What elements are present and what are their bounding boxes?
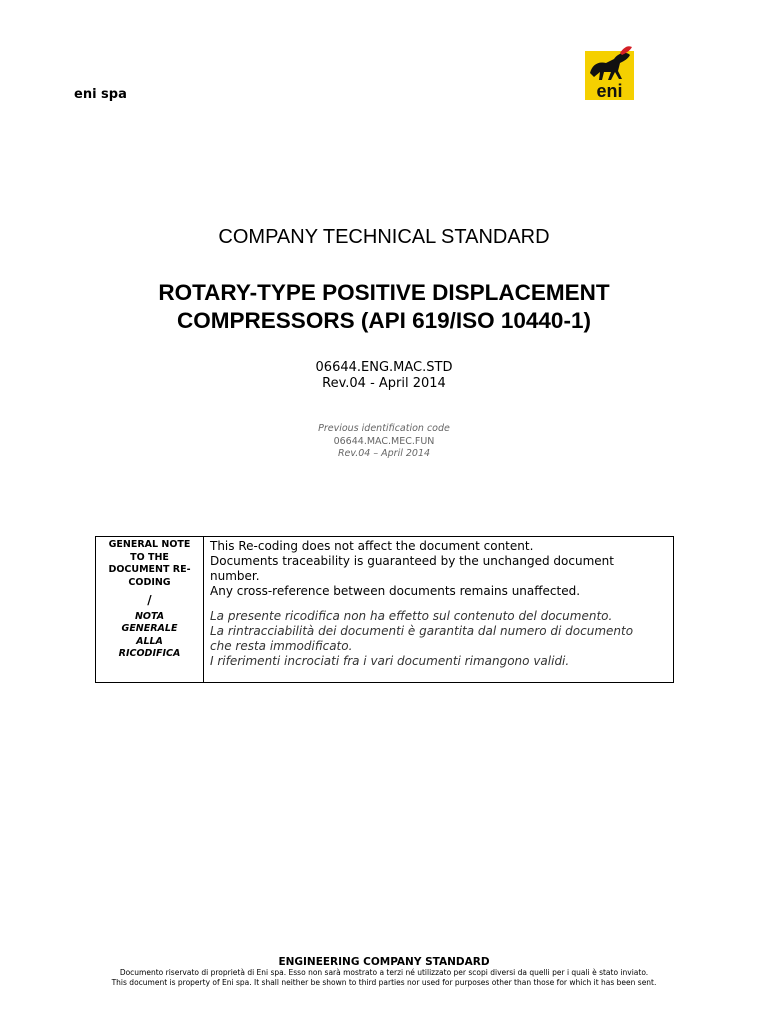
- note-italian-line: I riferimenti incrociati fra i vari documenti rimangono validi.: [210, 654, 570, 668]
- note-label-line-it: GENERALE: [121, 623, 178, 634]
- footer-confidentiality-en: This document is property of Eni spa. It shall neither be shown to third parties nor used for purposes other than those for which it has been sent.: [111, 978, 657, 987]
- note-italian-line: che resta immodificato.: [210, 639, 353, 653]
- note-label-line: GENERAL NOTE: [108, 539, 191, 550]
- title-line: COMPRESSORS (API 619/ISO 10440-1): [177, 308, 591, 333]
- note-english-line: This Re-coding does not affect the document content.: [210, 539, 534, 553]
- document-code: 06644.ENG.MAC.STD: [315, 360, 453, 375]
- document-code-block: [0, 360, 768, 392]
- footer-confidentiality-it: Documento riservato di proprietà di Eni spa. Esso non sarà mostrato a terzi né utilizzato per scopi diversi da quelli per i quali è stato inviato.: [119, 968, 649, 977]
- note-label-line-it: NOTA: [134, 610, 165, 622]
- note-label-line: DOCUMENT RE-: [108, 564, 191, 575]
- eni-logo: [584, 41, 635, 100]
- note-label-line: TO THE: [130, 551, 169, 563]
- footer-title: ENGINEERING COMPANY STANDARD: [278, 956, 490, 968]
- note-english-line: Documents traceability is guaranteed by the unchanged document: [210, 554, 614, 568]
- eni-six-legged-dog-logo-icon: [584, 41, 635, 100]
- note-label-line-it: RICODIFICA: [118, 648, 181, 659]
- company-name: eni spa: [74, 87, 127, 102]
- document-revision: Rev.04 - April 2014: [322, 376, 446, 391]
- previous-identification: [0, 423, 768, 461]
- note-label-cell: [96, 537, 204, 682]
- note-label-line-it: ALLA: [136, 635, 163, 647]
- note-italian-line: La presente ricodifica non ha effetto sul contenuto del documento.: [210, 609, 613, 623]
- logo-text: eni: [596, 81, 623, 100]
- previous-revision: Rev.04 – April 2014: [337, 448, 431, 459]
- note-label-separator: /: [147, 593, 152, 607]
- note-label-line: CODING: [128, 576, 171, 588]
- note-italian-line: La rintracciabilità dei documenti è garantita dal numero di documento: [210, 624, 634, 638]
- page-footer: [0, 956, 768, 988]
- recoding-note-table: [95, 536, 674, 683]
- standard-type: COMPANY TECHNICAL STANDARD: [218, 226, 550, 248]
- note-spacer: [210, 599, 667, 609]
- note-text-cell: [204, 537, 673, 682]
- note-english-line: number.: [210, 569, 260, 583]
- note-english-line: Any cross-reference between documents remains unaffected.: [210, 584, 581, 598]
- document-title: [0, 279, 768, 335]
- previous-label: Previous identification code: [318, 423, 450, 434]
- previous-code: 06644.MAC.MEC.FUN: [333, 435, 435, 447]
- title-line: ROTARY-TYPE POSITIVE DISPLACEMENT: [158, 280, 610, 305]
